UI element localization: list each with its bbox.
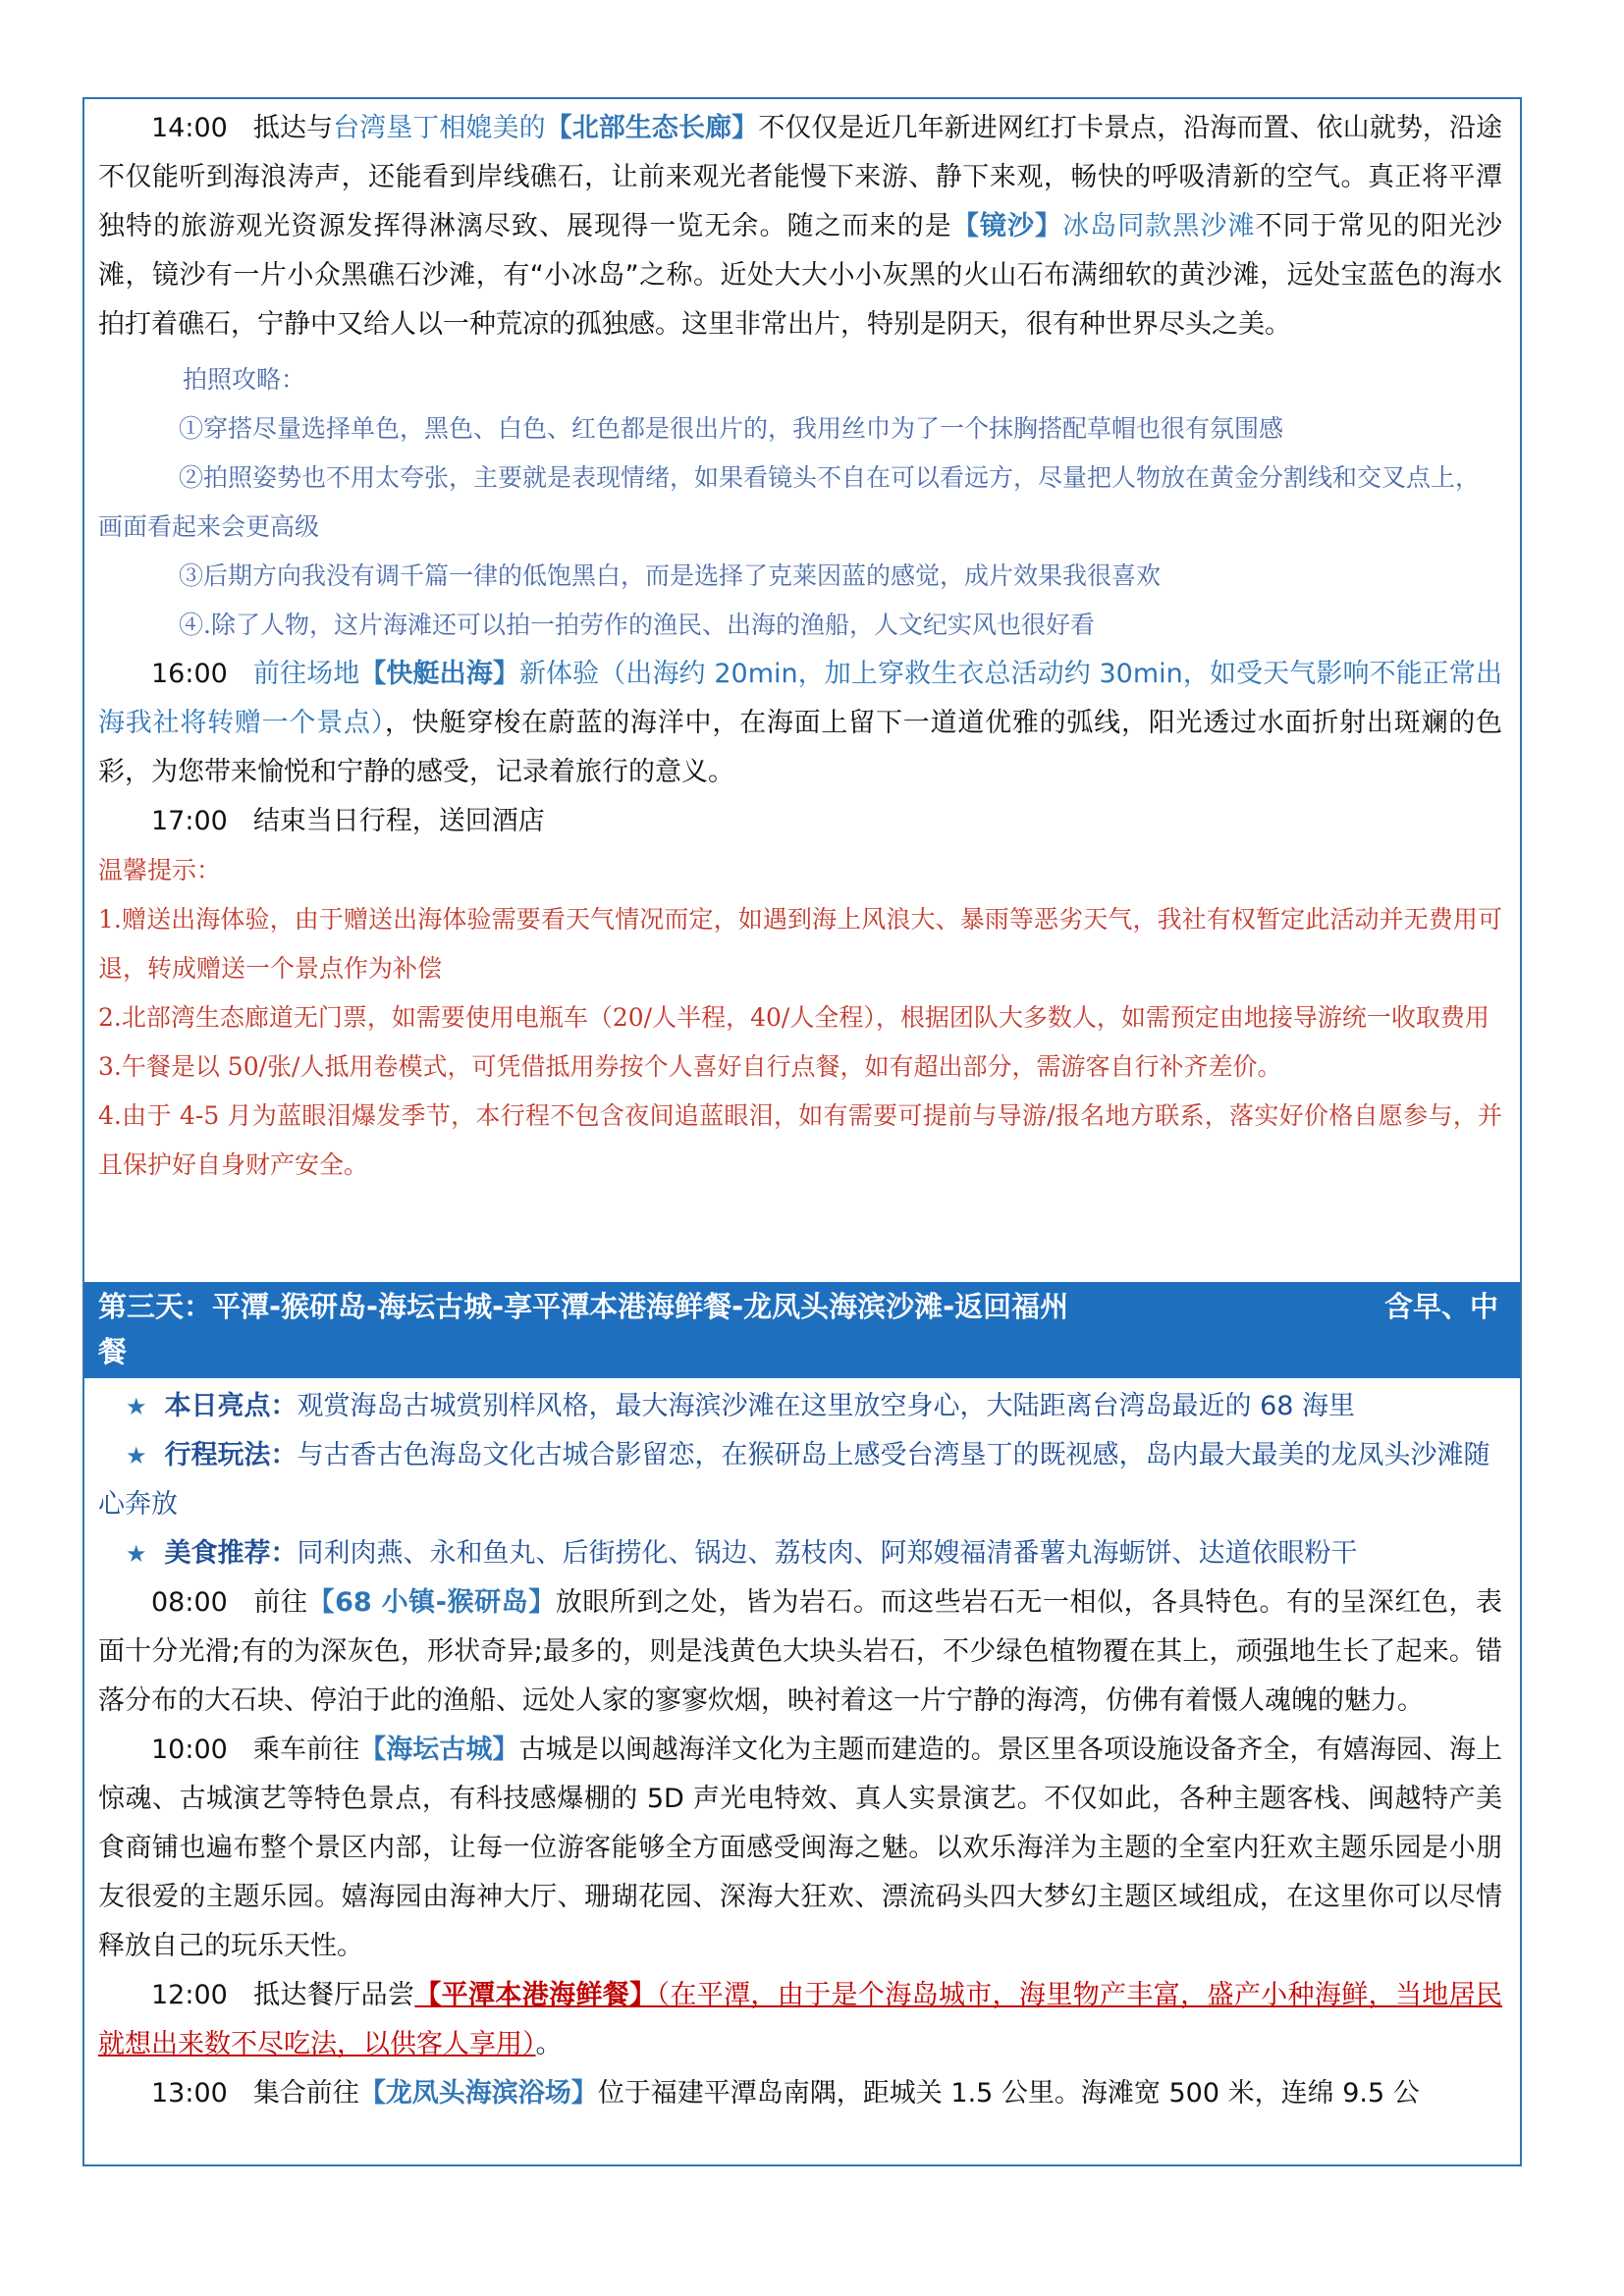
photo-tip-item: ③后期方向我没有调千篇一律的低饱黑白，而是选择了克莱因蓝的感觉，成片效果我很喜欢 bbox=[179, 561, 1162, 590]
day3-title: 第三天：平潭-猴研岛-海坛古城-享平潭本港海鲜餐-龙凤头海滨沙滩-返回福州 bbox=[98, 1290, 1069, 1323]
time-label: 17:00 bbox=[151, 806, 228, 836]
time-label: 13:00 bbox=[151, 2078, 228, 2109]
time-label: 08:00 bbox=[151, 1587, 228, 1618]
spot-name: 【68 小镇-猴研岛】 bbox=[307, 1587, 556, 1618]
time-label: 10:00 bbox=[151, 1735, 228, 1765]
star-icon: ★ bbox=[126, 1393, 147, 1420]
day3-title-bar bbox=[84, 1282, 1520, 1378]
day3-meals-wrap: 餐 bbox=[98, 1335, 128, 1368]
spot-name: 【快艇出海】 bbox=[359, 659, 519, 689]
paragraph-1700: 17:00 结束当日行程，送回酒店 bbox=[151, 806, 545, 836]
paragraph-0800: 08:00 前往【68 小镇-猴研岛】放眼所到之处，皆为岩石。而这些岩石无一相似，各具特色。有的呈深红色，表面十分光滑;有的为深灰色，形状奇异;最多的，则是浅黄色大块头岩石，不少绿色植物覆在其上，顽强地生长了起来。错落分布的大石块、停泊于此的渔船、远处人家的寥寥炊烟，映衬着这一片宁静的海湾，仿佛有着慑人魂魄的魅力。 bbox=[98, 1587, 1503, 1716]
spot-name: 【海坛古城】 bbox=[359, 1735, 519, 1765]
warm-tip-item: 1.赠送出海体验，由于赠送出海体验需要看天气情况而定，如遇到海上风浪大、暴雨等恶劣天气，我社有权暂定此活动并无费用可退，转成赠送一个景点作为补偿 bbox=[98, 905, 1502, 983]
photo-tip-item: ①穿搭尽量选择单色，黑色、白色、红色都是很出片的，我用丝巾为了一个抹胸搭配草帽也很有氛围感 bbox=[179, 414, 1284, 443]
highlight-row: ★ 美食推荐：同利肉燕、永和鱼丸、后街捞化、锅边、荔枝肉、阿郑嫂福清番薯丸海蛎饼、达道依眼粉干 bbox=[126, 1538, 1358, 1569]
paragraph-1200: 12:00 抵达餐厅品尝【平潭本港海鲜餐】（在平潭，由于是个海岛城市，海里物产丰富，盛产小种海鲜，当地居民就想出来数不尽吃法，以供客人享用）。 bbox=[98, 1980, 1503, 2059]
star-icon: ★ bbox=[126, 1540, 147, 1568]
warm-tip-item: 3.午餐是以 50/张/人抵用卷模式，可凭借抵用券按个人喜好自行点餐，如有超出部分，需游客自行补齐差价。 bbox=[98, 1052, 1282, 1081]
paragraph-1600: 16:00 前往场地【快艇出海】新体验（出海约 20min，加上穿救生衣总活动约 30min，如受天气影响不能正常出海我社将转赠一个景点），快艇穿梭在蔚蓝的海洋中，在海面上留下一道道优雅的弧线，阳光透过水面折射出斑斓的色彩，为您带来愉悦和宁静的感受，记录着旅行的意义。 bbox=[98, 659, 1503, 787]
paragraph-1000: 10:00 乘车前往【海坛古城】古城是以闽越海洋文化为主题而建造的。景区里各项设施设备齐全，有嬉海园、海上惊魂、古城演艺等特色景点，有科技感爆棚的 5D 声光电特效、真人实景演艺。不仅如此，各种主题客栈、闽越特产美食商铺也遍布整个景区内部，让每一位游客能够全方面感受闽海之魅。以欢乐海洋为主题的全室内狂欢主题乐园是小朋友很爱的主题乐园。嬉海园由海神大厅、珊瑚花园、深海大狂欢、漂流码头四大梦幻主题区域组成，在这里你可以尽情释放自己的玩乐天性。 bbox=[98, 1735, 1503, 1961]
day3-section bbox=[98, 1382, 1502, 2118]
spot-name: 【平潭本港海鲜餐】 bbox=[414, 1980, 657, 2010]
photo-tips bbox=[98, 355, 1502, 650]
photo-tip-item: ②拍照姿势也不用太夸张，主要就是表现情绪，如果看镜头不自在可以看远方，尽量把人物放在黄金分割线和交叉点上，画面看起来会更高级 bbox=[98, 463, 1481, 541]
warm-tips-title: 温馨提示： bbox=[98, 856, 222, 884]
spot-name: 【北部生态长廊】 bbox=[545, 113, 759, 143]
time-label: 16:00 bbox=[151, 659, 228, 689]
highlight-row: ★ 本日亮点：观赏海岛古城赏别样风格，最大海滨沙滩在这里放空身心，大陆距离台湾岛最近的 68 海里 bbox=[126, 1391, 1356, 1421]
paragraph-1300: 13:00 集合前往【龙凤头海滨浴场】位于福建平潭岛南隅，距城关 1.5 公里。海滩宽 500 米，连绵 9.5 公 bbox=[151, 2078, 1420, 2109]
paragraph-1400: 14:00 抵达与台湾垦丁相媲美的【北部生态长廊】不仅仅是近几年新进网红打卡景点，沿海而置、依山就势，沿途不仅能听到海浪涛声，还能看到岸线礁石，让前来观光者能慢下来游、静下来观，畅快的呼吸清新的空气。真正将平潭独特的旅游观光资源发挥得淋漓尽致、展现得一览无余。随之而来的是【镜沙】冰岛同款黑沙滩不同于常见的阳光沙滩，镜沙有一片小众黑礁石沙滩，有“小冰岛”之称。近处大大小小灰黑的火山石布满细软的黄沙滩，远处宝蓝色的海水拍打着礁石，宁静中又给人以一种荒凉的孤独感。这里非常出片，特别是阴天，很有种世界尽头之美。 bbox=[98, 113, 1503, 340]
time-label: 12:00 bbox=[151, 1980, 228, 2010]
day3-meals: 含早、中 bbox=[1383, 1290, 1498, 1323]
day2-section bbox=[98, 104, 1502, 1190]
photo-tips-title: 拍照攻略： bbox=[183, 365, 306, 394]
time-label: 14:00 bbox=[151, 113, 228, 143]
highlight-row: ★ 行程玩法：与古香古色海岛文化古城合影留恋，在猴研岛上感受台湾垦丁的既视感，岛内最大最美的龙凤头沙滩随心奔放 bbox=[98, 1440, 1490, 1520]
warm-tip-item: 2.北部湾生态廊道无门票，如需要使用电瓶车（20/人半程，40/人全程），根据团队大多数人，如需预定由地接导游统一收取费用 bbox=[98, 1003, 1489, 1032]
star-icon: ★ bbox=[126, 1442, 147, 1469]
day3-highlights bbox=[98, 1382, 1502, 1578]
photo-tip-item: ④.除了人物，这片海滩还可以拍一拍劳作的渔民、出海的渔船，人文纪实风也很好看 bbox=[179, 611, 1095, 639]
spot-name: 【龙凤头海滨浴场】 bbox=[358, 2078, 598, 2109]
warm-tip-item: 4.由于 4-5 月为蓝眼泪爆发季节，本行程不包含夜间追蓝眼泪，如有需要可提前与导游/报名地方联系，落实好价格自愿参与，并且保护好自身财产安全。 bbox=[98, 1101, 1502, 1179]
spot-name: 【镜沙】 bbox=[951, 211, 1063, 241]
warm-tips bbox=[98, 846, 1502, 1190]
